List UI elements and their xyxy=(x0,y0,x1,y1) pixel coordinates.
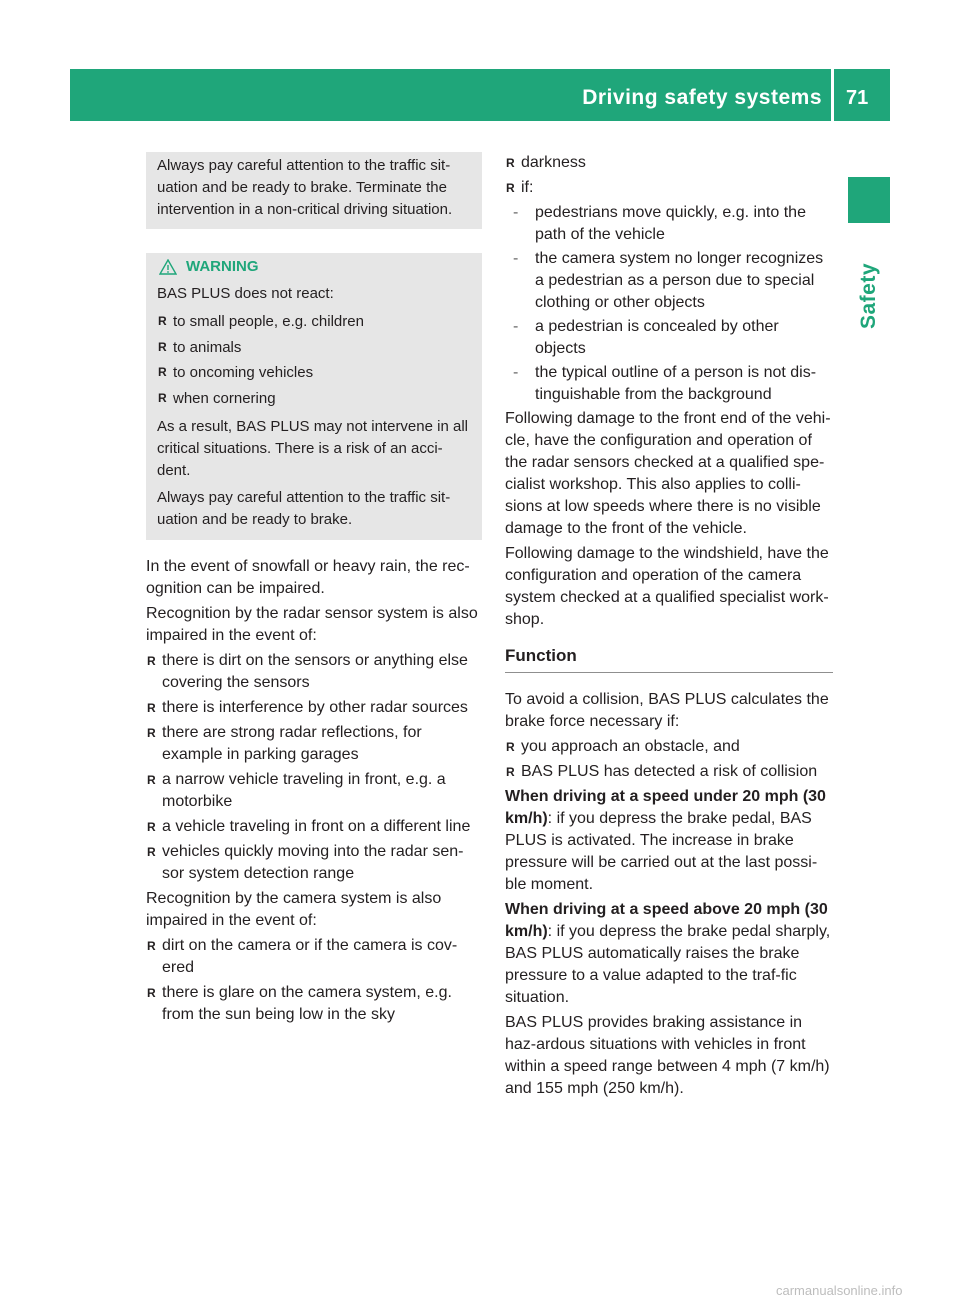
list-item: R a narrow vehicle traveling in front, e.g. a motorbike xyxy=(146,769,482,813)
paragraph: When driving at a speed under 20 mph (30 km/h): if you depress the brake pedal, BAS PLUS is activated. The increase in brake pressure will be carried out at the last possi-ble moment. xyxy=(505,788,826,893)
list-item: R BAS PLUS has detected a risk of collision xyxy=(505,761,833,783)
list-item: R to oncoming vehicles xyxy=(157,360,474,386)
warning-heading: WARNING xyxy=(157,255,474,279)
left-body xyxy=(146,556,482,1026)
list-item: R if: xyxy=(505,177,833,199)
list-item: R there is dirt on the sensors or anything else covering the sensors xyxy=(146,650,482,694)
list-item: R there is interference by other radar sources xyxy=(146,697,482,719)
list-item: - pedestrians move quickly, e.g. into the path of the vehicle xyxy=(505,202,833,246)
chapter-label: Safety xyxy=(857,262,880,330)
conditions-list xyxy=(505,152,833,199)
list-item: R there are strong radar reflections, for example in parking garages xyxy=(146,722,482,766)
section-heading: Function xyxy=(505,645,833,673)
header-divider xyxy=(831,69,834,121)
paragraph: To avoid a collision, BAS PLUS calculates the brake force necessary if: xyxy=(505,691,829,730)
page-header xyxy=(70,69,890,121)
bold-lead: When driving at a speed under 20 mph (30 km/h) xyxy=(505,788,826,827)
bold-lead: When driving at a speed above 20 mph (30 km/h) xyxy=(505,901,828,940)
warning-text: As a result, BAS PLUS may not intervene in all critical situations. There is a risk of an acci-dent. xyxy=(157,418,468,479)
list-item: R you approach an obstacle, and xyxy=(505,736,833,758)
sub-conditions-list xyxy=(505,202,833,406)
paragraph: Recognition by the radar sensor system is also impaired in the event of: xyxy=(146,605,478,644)
paragraph: Following damage to the front end of the vehi-cle, have the configuration and operation of the radar sensors checked at a qualified spe-cialist workshop. This also applies to colli-sions at low speeds where there is no visible damage to the front of the vehicle. xyxy=(505,410,831,537)
list-item: R a vehicle traveling in front on a different line xyxy=(146,816,482,838)
radar-list xyxy=(146,650,482,885)
page-number: 71 xyxy=(846,87,869,109)
list-item: R when cornering xyxy=(157,386,474,412)
right-column xyxy=(505,152,833,1100)
warning-list xyxy=(157,309,474,411)
paragraph: In the event of snowfall or heavy rain, the rec-ognition can be impaired. xyxy=(146,558,470,597)
paragraph: When driving at a speed above 20 mph (30 km/h): if you depress the brake pedal sharply, BAS PLUS automatically raises the brake pressure to a value adapted to the traf-fic situation. xyxy=(505,901,831,1006)
note-text: Always pay careful attention to the traffic sit-uation and be ready to brake. Terminate the intervention in a non-critical driving situation. xyxy=(157,157,453,218)
list-item: R dirt on the camera or if the camera is cov-ered xyxy=(146,935,482,979)
list-item: R to animals xyxy=(157,335,474,361)
paragraph: Recognition by the camera system is also impaired in the event of: xyxy=(146,890,442,929)
camera-list xyxy=(146,935,482,1026)
list-item: - a pedestrian is concealed by other objects xyxy=(505,316,833,360)
paragraph: Following damage to the windshield, have the configuration and operation of the camera system checked at a qualified specialist work-shop. xyxy=(505,545,829,628)
list-item: R darkness xyxy=(505,152,833,174)
note-box xyxy=(146,152,482,229)
chapter-tab xyxy=(848,177,890,223)
list-item: - the typical outline of a person is not dis-tinguishable from the background xyxy=(505,362,833,406)
warning-box xyxy=(146,253,482,540)
list-item: R there is glare on the camera system, e.g. from the sun being low in the sky xyxy=(146,982,482,1026)
warning-intro: BAS PLUS does not react: xyxy=(157,285,334,302)
list-item: R vehicles quickly moving into the radar sen-sor system detection range xyxy=(146,841,482,885)
left-column xyxy=(146,152,482,1029)
section-title: Driving safety systems xyxy=(582,86,822,109)
list-item: R to small people, e.g. children xyxy=(157,309,474,335)
function-list xyxy=(505,736,833,783)
warning-text: Always pay careful attention to the traffic sit-uation and be ready to brake. xyxy=(157,489,451,528)
paragraph: BAS PLUS provides braking assistance in haz-ardous situations with vehicles in front within a speed range between 4 mph (7 km/h) and 155 mph (250 km/h). xyxy=(505,1014,830,1097)
warning-triangle-icon xyxy=(159,259,177,275)
watermark: carmanualsonline.info xyxy=(776,1283,903,1298)
list-item: - the camera system no longer recognizes a pedestrian as a person due to special clothing or other objects xyxy=(505,248,833,314)
